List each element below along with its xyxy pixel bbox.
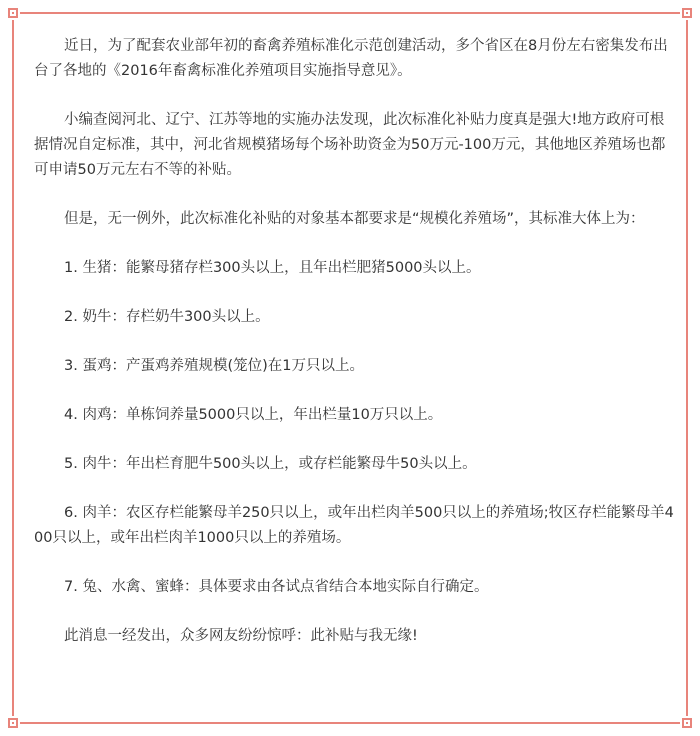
criteria-item-dairy-cattle: 2. 奶牛：存栏奶牛300头以上。 (64, 309, 270, 325)
frame-corner-top-right (682, 8, 692, 18)
paragraph-findings: 小编查阅河北、辽宁、江苏等地的实施办法发现，此次标准化补贴力度真是强大!地方政府可根据情况自定标准，其中，河北省规模猪场每个场补助资金为50万元-100万元，其他地区养殖场也都可申请50万元左右不等的补贴。 (34, 112, 666, 178)
frame-corner-bottom-right (682, 718, 692, 728)
frame-right-border (686, 20, 688, 716)
criteria-item-broilers: 4. 肉鸡：单栋饲养量5000只以上，年出栏量10万只以上。 (64, 407, 443, 423)
frame-corner-top-left (8, 8, 18, 18)
paragraph-intro: 近日，为了配套农业部年初的畜禽养殖标准化示范创建活动，多个省区在8月份左右密集发布出台了各地的《2016年畜禽标准化养殖项目实施指导意见》。 (34, 38, 668, 79)
criteria-item-mutton-sheep: 6. 肉羊：农区存栏能繁母羊250只以上，或年出栏肉羊500只以上的养殖场;牧区存栏能繁母羊400只以上，或年出栏肉羊1000只以上的养殖场。 (34, 505, 674, 546)
criteria-item-beef-cattle: 5. 肉牛：年出栏育肥牛500头以上，或存栏能繁母牛50头以上。 (64, 456, 477, 472)
frame-bottom-border (20, 722, 680, 724)
paragraph-conclusion: 此消息一经发出，众多网友纷纷惊呼：此补贴与我无缘! (64, 628, 418, 644)
frame-corner-bottom-left (8, 718, 18, 728)
frame-left-border (12, 20, 14, 716)
criteria-item-pigs: 1. 生猪：能繁母猪存栏300头以上，且年出栏肥猪5000头以上。 (64, 260, 481, 276)
criteria-item-rabbits-waterfowl-bees: 7. 兔、水禽、蜜蜂：具体要求由各试点省结合本地实际自行确定。 (64, 579, 489, 595)
article-body (34, 34, 674, 649)
paragraph-criteria-intro: 但是，无一例外，此次标准化补贴的对象基本都要求是“规模化养殖场”，其标准大体上为： (64, 211, 645, 227)
frame-top-border (20, 12, 680, 14)
criteria-item-laying-hens: 3. 蛋鸡：产蛋鸡养殖规模(笼位)在1万只以上。 (64, 358, 364, 374)
